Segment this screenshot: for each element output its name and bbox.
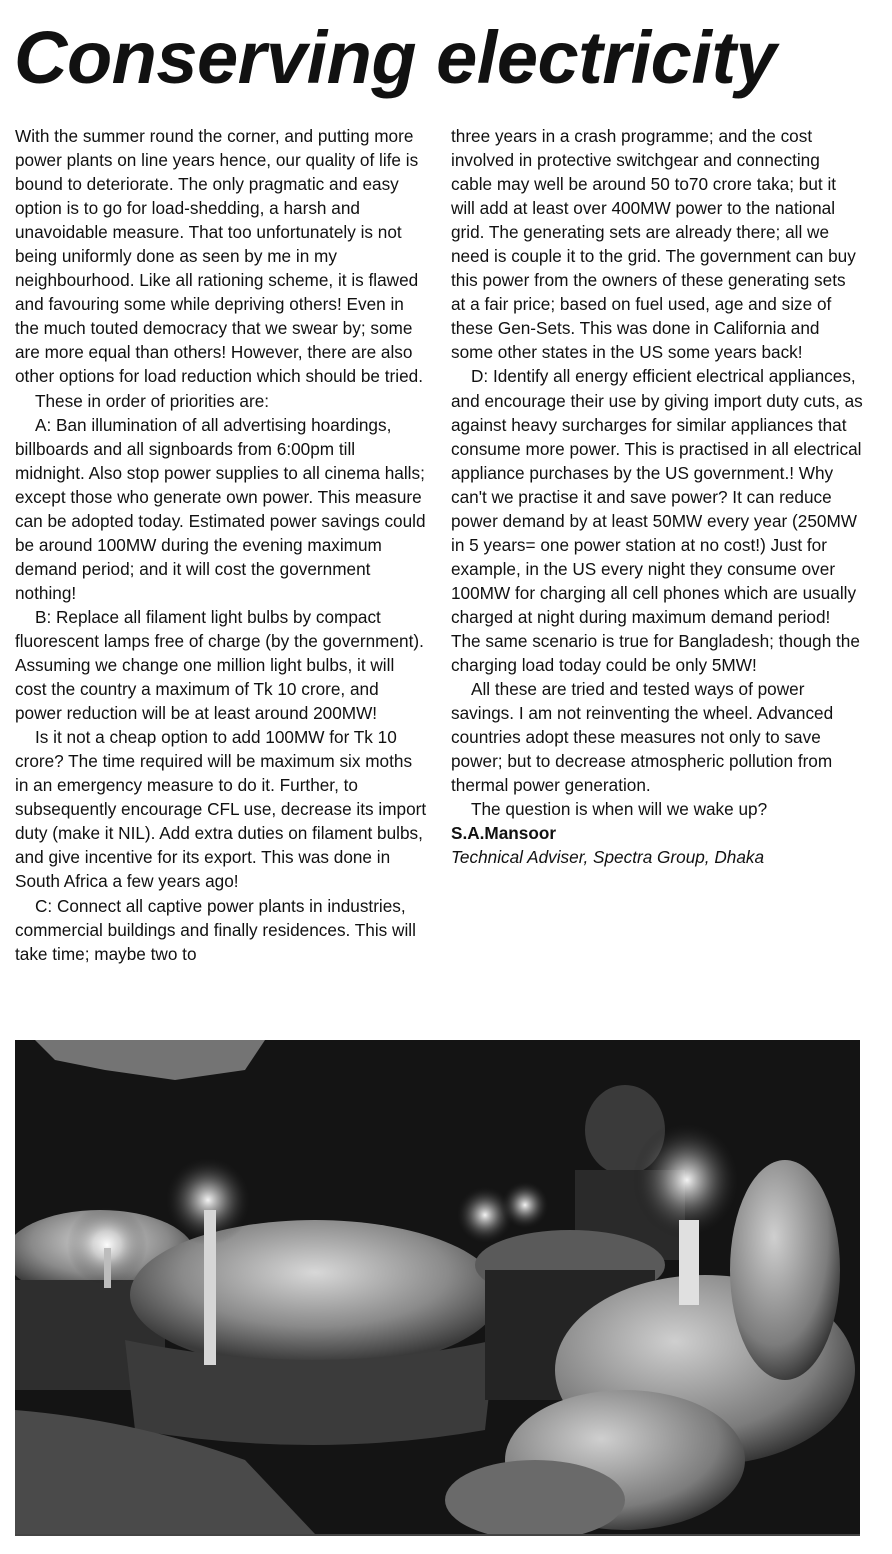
article-headline: Conserving electricity (14, 16, 777, 99)
paragraph: Is it not a cheap option to add 100MW for Tk 10 crore? The time required will be maximum six moths in an emergency measure to do it. Further, to subsequently encourage CFL use, decrease its import duty (make it NIL). Add extra duties on filament bulbs, and give incentive for its export. This was done in South Africa a few years ago! (15, 727, 427, 892)
author-name: S.A.Mansoor (451, 823, 557, 844)
paragraph: three years in a crash programme; and the cost involved in protective switchgear and connecting cable may well be around 50 to70 crore taka; but it will add at least over 400MW power to the national grid. The generating sets are already there; all we need is couple it to the grid. The government can buy this power from the owners of these generating sets at a fair price; based on fuel used, age and size of these Gen-Sets. This was done in California and some other states in the US some years back! (451, 126, 856, 363)
paragraph: These in order of priorities are: (35, 390, 270, 411)
right-column (451, 124, 863, 869)
candlelit-market-photo (15, 1040, 860, 1536)
paragraph: B: Replace all filament light bulbs by compact fluorescent lamps free of charge (by the government). Assuming we change one million light bulbs, it will cost the country a maximum of Tk 10 crore, and power reduction will be at least around 200MW! (15, 606, 424, 724)
paragraph: D: Identify all energy efficient electrical appliances, and encourage their use by giving import duty cuts, as against heavy surcharges for similar appliances that consume more power. This is practised in all electrical appliance purchases by the US government.! Why can't we practise it and save power? It can reduce power demand by at least 50MW every year (250MW in 5 years= one power station at no cost!) Just for example, in the US every night they consume over 100MW for charging all cell phones which are usually charged at night during maximum demand period! The same scenario is true for Bangladesh; though the charging load today could be only 5MW! (451, 366, 863, 676)
paragraph: All these are tried and tested ways of power savings. I am not reinventing the wheel. Advanced countries adopt these measures not only to save power; but to decrease atmospheric pollution from thermal power generation. (451, 679, 834, 796)
left-column (15, 124, 427, 966)
paragraph: C: Connect all captive power plants in industries, commercial buildings and finally residences. This will take time; maybe two to (15, 895, 416, 964)
paragraph: The question is when will we wake up? (471, 799, 768, 820)
paragraph: A: Ban illumination of all advertising hoardings, billboards and all signboards from 6:00pm till midnight. Also stop power supplies to all cinema halls; except those who generate own power. This measure can be adopted today. Estimated power savings could be around 100MW during the evening maximum demand period; and it will cost the government nothing! (15, 414, 426, 603)
author-affiliation: Technical Adviser, Spectra Group, Dhaka (451, 847, 765, 868)
paragraph: With the summer round the corner, and putting more power plants on line years hence, our quality of life is bound to deteriorate. The only pragmatic and easy option is to go for load-shedding, a harsh and unavoidable measure. That too unfortunately is not being uniformly done as seen by me in my neighbourhood. Like all rationing scheme, it is flawed and favouring some while depriving others! Even in the much touted democracy that we swear by; some are more equal than others! However, there are also other options for load reduction which should be tried. (15, 126, 423, 387)
